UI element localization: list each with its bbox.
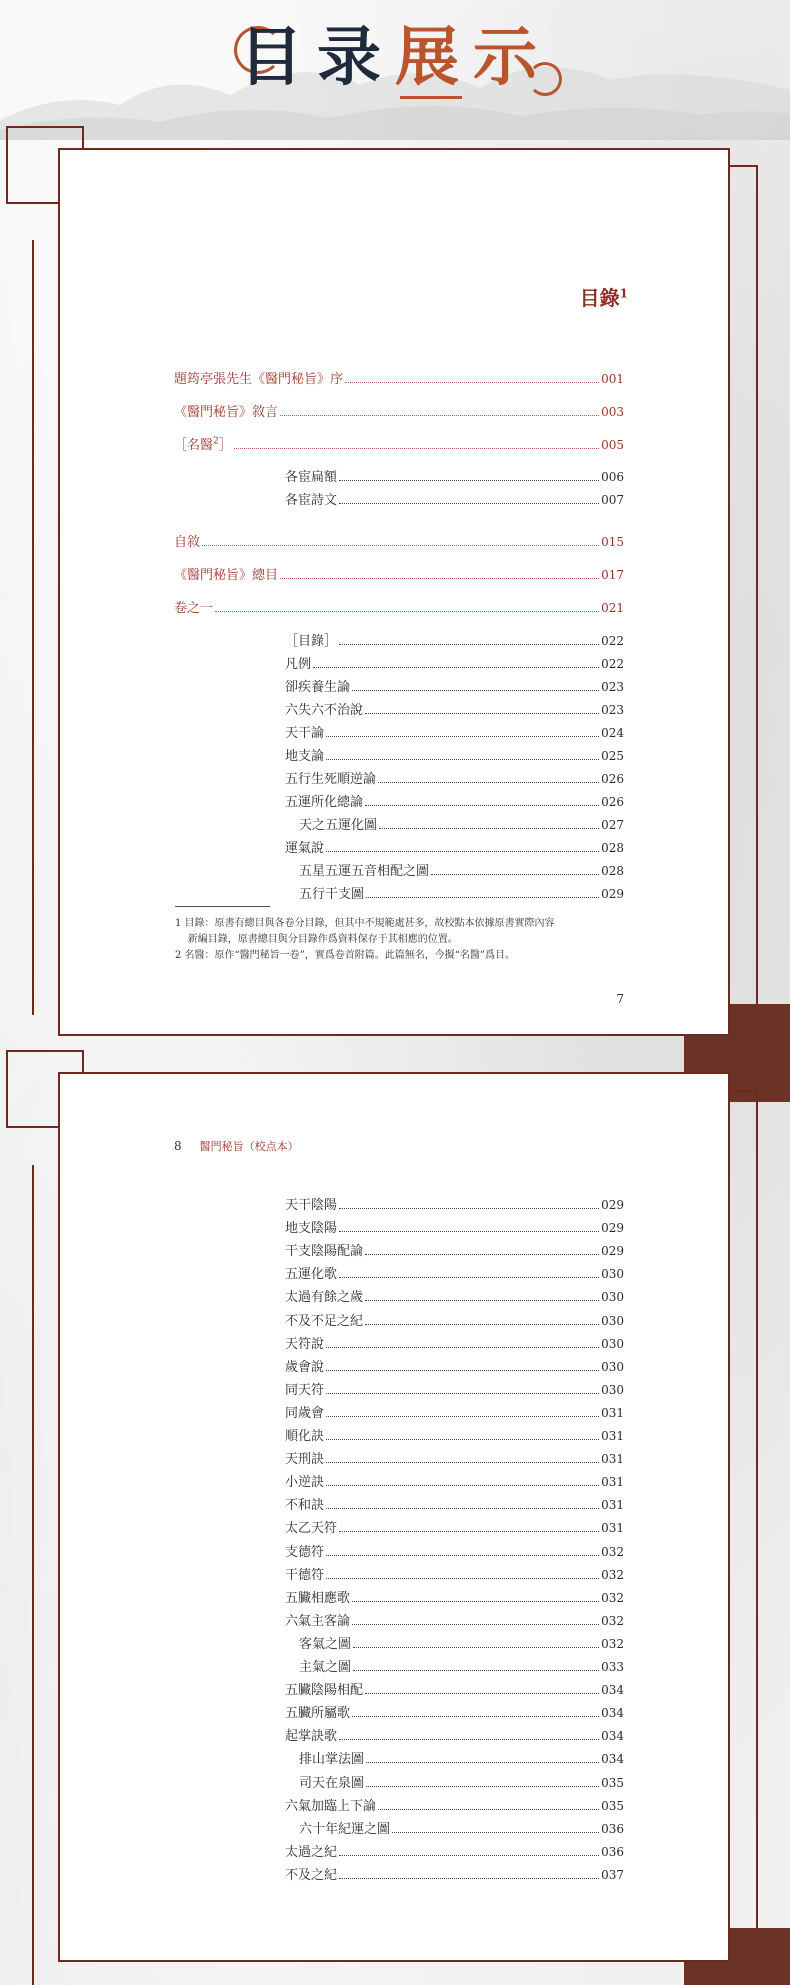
toc-entry-page: 021 (601, 601, 624, 615)
toc-leader-dots (339, 644, 599, 645)
toc-leader-dots (352, 690, 599, 691)
toc-leader-dots (353, 1647, 599, 1648)
toc-entry-label: 各宦詩文 (285, 493, 338, 508)
toc-entry[interactable] (285, 1356, 624, 1376)
toc-entry-label: 《醫門秘旨》總目 (174, 568, 279, 583)
toc-entry[interactable] (285, 791, 624, 811)
toc-leader-dots (326, 851, 599, 852)
toc-entry[interactable] (285, 837, 624, 857)
toc-entry-label: 太乙天符 (285, 1521, 338, 1537)
frame-left-corner-top (6, 126, 84, 128)
toc-entry[interactable] (285, 1795, 624, 1815)
toc-entry-page: 029 (601, 1244, 624, 1259)
toc-entry[interactable] (285, 1402, 624, 1422)
toc-entry-label: 天之五運化圖 (299, 818, 378, 833)
toc-leader-dots (365, 805, 599, 806)
toc-entry-page: 015 (601, 535, 624, 549)
toc-entry-page: 001 (601, 372, 624, 386)
toc-entry-label: 《醫門秘旨》敘言 (174, 405, 279, 420)
running-head-book-title: 醫門秘旨（校点本） (199, 1140, 299, 1153)
toc-entry-label: ［名醫$^2$］ (174, 436, 232, 453)
toc-leader-dots (365, 1324, 599, 1325)
toc-entry-page: 034 (601, 1706, 624, 1721)
toc-entry[interactable] (299, 860, 624, 880)
toc-entry-label: 地支陰陽 (285, 1221, 338, 1237)
toc-entry-page: 031 (601, 1429, 624, 1443)
toc-leader-dots (366, 897, 599, 898)
toc-entry-label: 干德符 (285, 1567, 325, 1583)
toc-entry[interactable] (285, 1310, 624, 1330)
toc-entry-label: 客氣之圖 (299, 1636, 352, 1652)
toc-leader-dots (365, 713, 599, 714)
toc-entry[interactable] (285, 1679, 624, 1699)
toc-leader-dots (326, 1485, 599, 1486)
toc-entry-page: 033 (601, 1660, 624, 1674)
toc-entry-page: 034 (601, 1752, 624, 1767)
toc-entry-page: 034 (601, 1683, 624, 1698)
footnote-rule (175, 906, 270, 907)
toc-entry[interactable] (285, 1333, 624, 1353)
toc-leader-dots (379, 828, 599, 829)
toc-entry[interactable] (285, 1864, 624, 1884)
toc-entry-page: 026 (601, 795, 624, 809)
toc-entry-page: 022 (601, 634, 624, 648)
frame-left-corner-side (6, 126, 8, 204)
toc-entry[interactable] (285, 1517, 624, 1537)
toc-entry[interactable] (285, 1725, 624, 1745)
frame-left-vertical-1 (32, 240, 34, 1015)
toc-leader-dots (378, 782, 599, 783)
toc-entry-label: 起掌訣歌 (285, 1729, 338, 1745)
toc-leader-dots (339, 1208, 599, 1209)
toc-leader-dots (326, 1508, 599, 1509)
toc-entry-page: 030 (601, 1359, 624, 1374)
toc-leader-dots (326, 759, 599, 760)
toc-entry-page: 032 (601, 1567, 624, 1582)
toc-entry[interactable] (174, 368, 624, 388)
toc-entry-footnote-mark: 2 (213, 436, 219, 447)
toc-leader-dots (339, 503, 599, 504)
toc-entry-page: 007 (601, 493, 624, 507)
frame-right-top-2 (730, 1090, 758, 1092)
toc-entry-label: 排山掌法圖 (299, 1752, 365, 1768)
toc-entry[interactable] (299, 1772, 624, 1792)
toc-entry[interactable] (285, 768, 624, 788)
toc-entry-page: 031 (601, 1521, 624, 1536)
page-number: 7 (616, 992, 624, 1006)
toc-entry-label: 歲會說 (285, 1359, 325, 1375)
toc-entry-label: 五臟陰陽相配 (285, 1683, 364, 1699)
toc-leader-dots (326, 1578, 599, 1579)
toc-leader-dots (326, 1370, 599, 1371)
toc-leader-dots (365, 1300, 599, 1301)
toc-entry-page: 023 (601, 703, 624, 717)
toc-entry[interactable] (285, 489, 624, 509)
toc-entry-label: 天干陰陽 (285, 1198, 338, 1213)
toc-entry-label: 天符說 (285, 1336, 325, 1352)
toc-entry-label: 順化訣 (285, 1429, 325, 1444)
header-title-dark: 目录 (239, 20, 395, 95)
toc-leader-dots (392, 1832, 599, 1833)
toc-entry-page: 030 (601, 1267, 624, 1282)
toc-leader-dots (339, 1878, 599, 1879)
toc-entry-label: 主氣之圖 (299, 1660, 352, 1675)
toc-entry-page: 032 (601, 1590, 624, 1605)
toc-entry[interactable] (299, 814, 624, 834)
toc-leader-dots (339, 1855, 599, 1856)
toc-entry-label: 五臟相應歌 (285, 1590, 351, 1606)
toc-leader-dots (353, 1670, 599, 1671)
toc-entry[interactable] (285, 1564, 624, 1584)
toc-entry-label: 題筠亭張先生《醫門秘旨》序 (174, 372, 344, 387)
toc-entry-label: 同歲會 (285, 1405, 325, 1421)
toc-entry[interactable] (285, 1841, 624, 1861)
frame-right-vertical-1 (756, 165, 758, 1005)
toc-entry[interactable] (285, 1379, 624, 1399)
toc-entry[interactable] (174, 434, 624, 454)
toc-entry[interactable] (285, 676, 624, 696)
toc-leader-dots (326, 1439, 599, 1440)
toc-entry-page: 030 (601, 1382, 624, 1397)
toc-leader-dots (339, 480, 599, 481)
toc-entry-label: 太過之紀 (285, 1844, 338, 1860)
toc-entry-label: 六十年紀運之圖 (299, 1821, 391, 1837)
toc-entry[interactable] (285, 1286, 624, 1306)
toc-entry[interactable] (285, 1494, 624, 1514)
toc-entry-label: 五運所化總論 (285, 795, 364, 810)
toc-entry-label: 卷之一 (174, 601, 214, 616)
toc-entry-label: 五運化歌 (285, 1267, 338, 1283)
toc-entry-label: 太過有餘之歲 (285, 1290, 364, 1306)
toc-title-footnote-mark: 1 (619, 286, 628, 301)
toc-entry-page: 030 (601, 1290, 624, 1305)
toc-entry-page: 031 (601, 1498, 624, 1513)
toc-entry[interactable] (285, 1471, 624, 1491)
toc-entry-page: 031 (601, 1475, 624, 1490)
toc-entry-page: 005 (601, 438, 624, 452)
toc-entry[interactable] (285, 653, 624, 673)
toc-leader-dots (326, 1393, 599, 1394)
footnote-1-continued: 新編目錄，原書總目與分目錄作爲資料保存于其相應的位置。 (175, 934, 458, 945)
toc-entry-label: 凡例 (285, 657, 312, 672)
toc-entry-page: 034 (601, 1729, 624, 1744)
toc-entry[interactable] (174, 531, 624, 551)
toc-entry-page: 032 (601, 1613, 624, 1628)
toc-entry[interactable] (285, 1448, 624, 1468)
toc-entry[interactable] (174, 401, 624, 421)
toc-entry[interactable] (299, 1656, 624, 1676)
footnote-2: 2 名醫：原作“醫門秘旨一卷”，實爲卷首附篇。此篇無名，今擬“名醫”爲目。 (175, 950, 515, 961)
toc-entry[interactable] (285, 1194, 624, 1214)
toc-leader-dots (365, 1254, 599, 1255)
toc-entry-label: 六氣加臨上下論 (285, 1798, 377, 1814)
frame-left-vertical-2 (32, 1165, 34, 1985)
frame-left-corner-bottom (6, 202, 58, 204)
running-head-page-number: 8 (174, 1139, 182, 1153)
toc-entry[interactable] (285, 1702, 624, 1722)
toc-entry[interactable] (285, 1425, 624, 1445)
toc-leader-dots (352, 1624, 599, 1625)
frame-right-vertical-2 (756, 1090, 758, 1930)
toc-entry-label: 干支陰陽配論 (285, 1244, 364, 1260)
toc-entry-label: 天干論 (285, 726, 325, 741)
toc-leader-dots (234, 448, 599, 449)
toc-leader-dots (326, 1347, 599, 1348)
toc-leader-dots (345, 382, 599, 383)
toc-entry-label: 六氣主客論 (285, 1613, 351, 1629)
frame-left-corner-right (82, 126, 84, 148)
frame-left-corner2-right (82, 1050, 84, 1072)
toc-entry-page: 031 (601, 1405, 624, 1420)
toc-leader-dots (366, 1786, 599, 1787)
toc-entry[interactable] (285, 630, 624, 650)
toc-leader-dots (365, 1693, 599, 1694)
toc-entry-page: 025 (601, 749, 624, 763)
toc-entry[interactable] (299, 1748, 624, 1768)
header-underline (400, 96, 462, 99)
running-head (174, 1138, 299, 1154)
toc-leader-dots (378, 1809, 599, 1810)
toc-entry-page: 036 (601, 1821, 624, 1836)
book-page-8 (58, 1072, 730, 1962)
toc-entry-page: 030 (601, 1336, 624, 1351)
toc-entry-label: 同天符 (285, 1382, 325, 1398)
toc-entry[interactable] (285, 699, 624, 719)
toc-entry-page: 023 (601, 680, 624, 694)
toc-entry-page: 028 (601, 841, 624, 855)
toc-leader-dots (202, 545, 599, 546)
toc-leader-dots (339, 1531, 599, 1532)
toc-entry-label: 五行生死順逆論 (285, 772, 377, 787)
toc-entry-page: 017 (601, 568, 624, 582)
toc-entry-label: 不及不足之紀 (285, 1313, 364, 1329)
toc-entry[interactable] (285, 745, 624, 765)
toc-entry[interactable] (285, 466, 624, 486)
toc-leader-dots (352, 1601, 599, 1602)
toc-entry-label: ［目錄］ (285, 634, 338, 649)
footnote-1: 1 目錄：原書有總目與各卷分目錄，但其中不規範處甚多，故校點本依據原書實際內容 (175, 918, 555, 929)
toc-entry[interactable] (299, 1633, 624, 1653)
toc-entry-page: 029 (601, 1221, 624, 1236)
toc-entry-page: 036 (601, 1844, 624, 1859)
toc-entry-label: 運氣說 (285, 841, 325, 856)
toc-leader-dots (326, 736, 599, 737)
toc-entry-page: 024 (601, 726, 624, 740)
header-title (0, 18, 790, 98)
toc-leader-dots (339, 1277, 599, 1278)
toc-entry[interactable] (285, 1587, 624, 1607)
frame-left-corner2-top (6, 1050, 84, 1052)
toc-title-text: 目錄 (579, 286, 620, 310)
toc-entry-page: 003 (601, 405, 624, 419)
toc-entry[interactable] (174, 597, 624, 617)
toc-entry-label: 小逆訣 (285, 1475, 325, 1491)
toc-entry[interactable] (285, 1541, 624, 1561)
book-page-7 (58, 148, 730, 1036)
toc-entry[interactable] (299, 883, 624, 903)
toc-entry-page: 029 (601, 1198, 624, 1212)
toc-entry-page: 037 (601, 1867, 624, 1882)
toc-leader-dots (326, 1462, 599, 1463)
toc-entry[interactable] (285, 1217, 624, 1237)
toc-leader-dots (326, 1416, 599, 1417)
toc-leader-dots (431, 874, 599, 875)
toc-leader-dots (352, 1716, 599, 1717)
toc-leader-dots (366, 1762, 599, 1763)
toc-entry-page: 032 (601, 1636, 624, 1651)
toc-entry-page: 027 (601, 818, 624, 832)
toc-entry-label: 地支論 (285, 749, 325, 764)
toc-leader-dots (280, 415, 599, 416)
toc-leader-dots (280, 578, 599, 579)
toc-entry-label: 支德符 (285, 1544, 325, 1560)
toc-entry[interactable] (174, 564, 624, 584)
toc-entry-page: 035 (601, 1775, 624, 1790)
toc-entry-label: 司天在泉圖 (299, 1775, 365, 1791)
toc-entry-label: 自敘 (174, 535, 201, 550)
frame-left-corner2-bottom (6, 1126, 58, 1128)
toc-entry-label: 五星五運五音相配之圖 (299, 864, 430, 879)
toc-entry-page: 022 (601, 657, 624, 671)
toc-entry[interactable] (285, 1263, 624, 1283)
frame-right-top-1 (730, 165, 758, 167)
toc-entry-label: 五行干支圖 (299, 887, 365, 902)
toc-entry-page: 030 (601, 1313, 624, 1328)
toc-entry-page: 029 (601, 887, 624, 901)
toc-entry-page: 026 (601, 772, 624, 786)
toc-entry-page: 006 (601, 470, 624, 484)
toc-leader-dots (339, 1739, 599, 1740)
toc-entry-page: 028 (601, 864, 624, 878)
toc-leader-dots (215, 611, 599, 612)
toc-entry-page: 032 (601, 1544, 624, 1559)
toc-entry[interactable] (285, 1610, 624, 1630)
toc-entry-label: 六失六不治說 (285, 703, 364, 718)
toc-entry-label: 卻疾養生論 (285, 680, 351, 695)
toc-entry[interactable] (299, 1818, 624, 1838)
toc-entry[interactable] (285, 1240, 624, 1260)
header-title-red: 展示 (395, 20, 551, 95)
toc-leader-dots (339, 1231, 599, 1232)
toc-entry-label: 天刑訣 (285, 1452, 325, 1468)
toc-entry-page: 035 (601, 1798, 624, 1813)
toc-entry-label: 不及之紀 (285, 1867, 338, 1883)
frame-left-corner2-side (6, 1050, 8, 1128)
toc-entry-label: 五臟所屬歌 (285, 1706, 351, 1722)
toc-leader-dots (313, 667, 599, 668)
toc-entry[interactable] (285, 722, 624, 742)
toc-entry-label: 各宦扁額 (285, 470, 338, 485)
toc-entry-page: 031 (601, 1452, 624, 1467)
toc-leader-dots (326, 1555, 599, 1556)
toc-title (580, 282, 628, 311)
toc-entry-label: 不和訣 (285, 1498, 325, 1514)
